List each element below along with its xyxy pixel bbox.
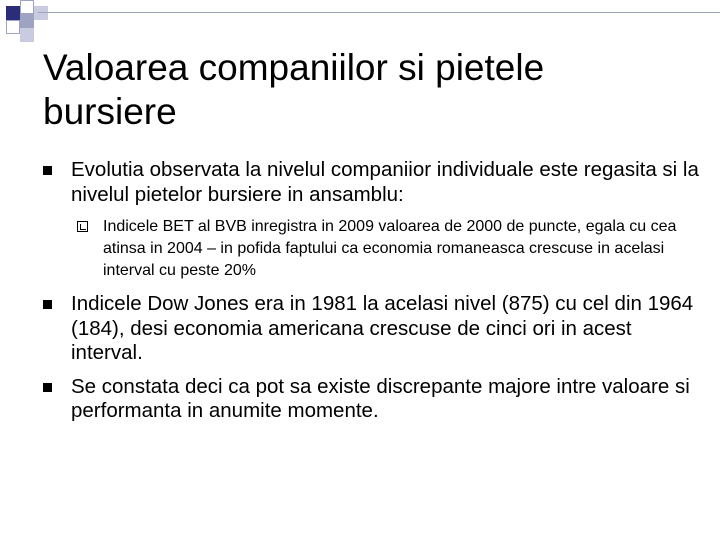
deco-square [20,14,34,28]
bullet-text: Indicele Dow Jones era in 1981 la acelasi nivel (875) cu cel din 1964 (184), desi economia americana crescuse de cinci ori in acest interval. [71,292,694,364]
sub-bullet-item [43,216,703,282]
slide-body [43,158,703,433]
bullet-text: Indicele BET al BVB inregistra in 2009 valoarea de 2000 de puncte, egala cu cea atinsa in 2004 – in pofida faptului ca economia romaneasca crescuse in acelasi interval cu peste 20% [103,218,677,279]
deco-square [20,0,34,14]
decorative-squares [0,0,60,45]
deco-square [34,6,48,20]
square-bullet-icon [43,166,52,175]
top-divider [38,12,720,13]
bullet-item [43,375,703,424]
bullet-text: Evolutia observata la nivelul companiior individuale este regasita si la nivelul pietelor bursiere in ansamblu: [71,158,699,206]
deco-square [6,6,20,20]
bullet-item [43,292,703,366]
deco-square [20,28,34,42]
slide-title: Valoarea companiilor si pietele bursiere [43,47,545,132]
deco-square [6,20,20,34]
hollow-square-bullet-icon [77,221,88,232]
bullet-text: Se constata deci ca pot sa existe discrepante majore intre valoare si performanta in anumite momente. [71,374,690,422]
square-bullet-icon [43,383,52,392]
square-bullet-icon [43,300,52,309]
bullet-item [43,158,703,207]
